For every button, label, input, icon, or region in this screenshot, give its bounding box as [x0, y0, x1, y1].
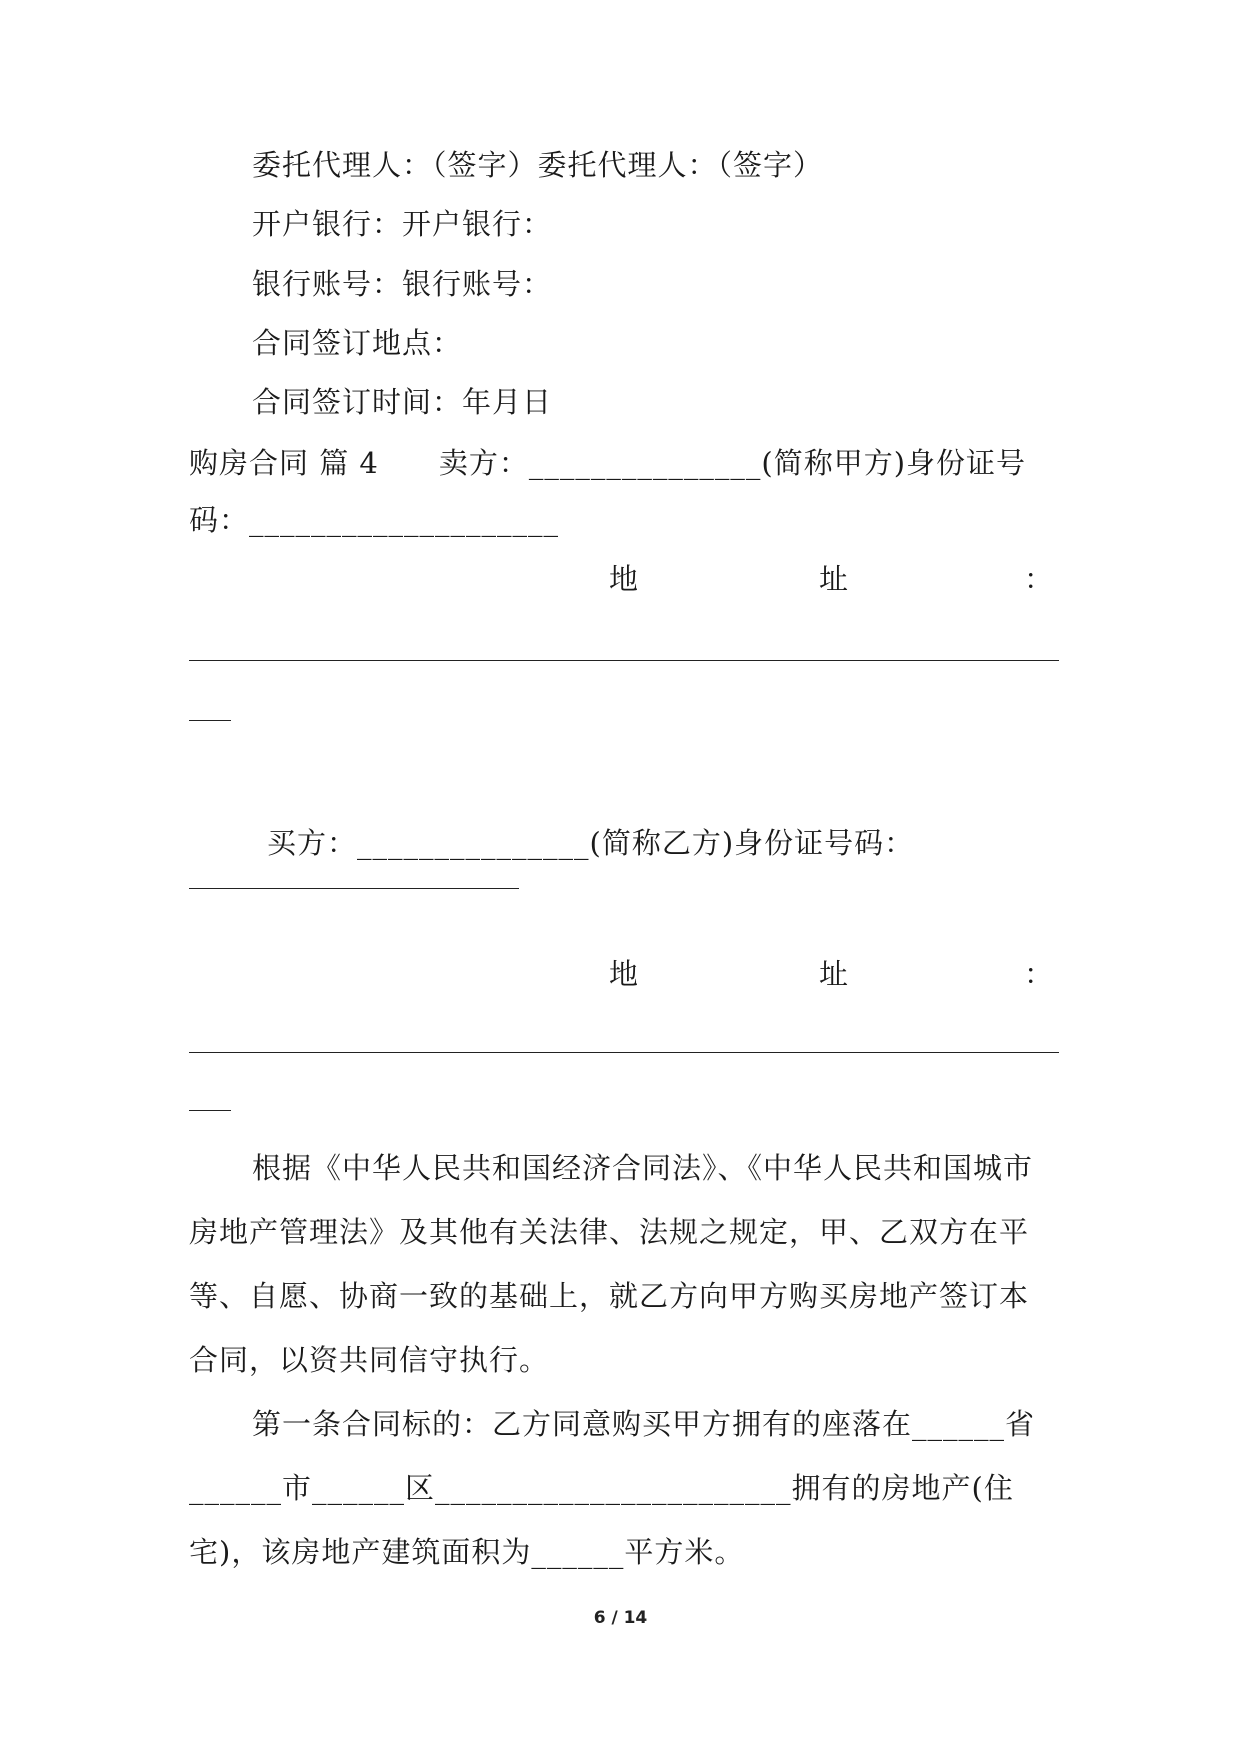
buyer-line-text: 买方：_______________(简称乙方)身份证号码：: [267, 826, 915, 860]
agent-signature-line: 委托代理人：（签字）委托代理人：（签字）: [252, 148, 824, 182]
bank-line: 开户银行：开户银行：: [252, 207, 553, 241]
basis-paragraph-line-2: 房地产管理法》及其他有关法律、法规之规定，甲、乙双方在平: [189, 1215, 1030, 1249]
buyer-address-colon: ：: [1024, 957, 1055, 991]
account-line: 银行账号：银行账号：: [252, 267, 553, 301]
basis-paragraph-line-4: 合同，以资共同信守执行。: [189, 1343, 550, 1377]
buyer-id-rule: [189, 888, 519, 889]
seller-address-label-2: 址: [819, 562, 850, 596]
buyer-line: [189, 823, 1059, 863]
buyer-address-rule: [189, 1052, 1059, 1053]
seller-line: 购房合同 篇 4 卖方：_______________(简称甲方)身份证号: [189, 446, 1027, 480]
article-one-line-3: 宅)，该房地产建筑面积为______平方米。: [189, 1535, 745, 1569]
seller-address-label-1: 地: [609, 562, 640, 596]
article-one-line-1: 第一条合同标的：乙方同意购买甲方拥有的座落在______省: [252, 1407, 1036, 1441]
buyer-address-label-1: 地: [609, 957, 640, 991]
buyer-address-label-2: 址: [819, 957, 850, 991]
seller-address-rule: [189, 660, 1059, 661]
seller-address-rule-tail: [189, 720, 231, 721]
page-number: 6 / 14: [593, 1608, 648, 1628]
signing-place-line: 合同签订地点：: [252, 326, 463, 360]
seller-id-line: 码：____________________: [189, 503, 560, 537]
signing-time-line: 合同签订时间：年月日: [252, 385, 553, 419]
basis-paragraph-line-1: 根据《中华人民共和国经济合同法》、《中华人民共和国城市: [252, 1151, 1034, 1185]
basis-paragraph-line-3: 等、自愿、协商一致的基础上，就乙方向甲方购买房地产签订本: [189, 1279, 1030, 1313]
article-one-line-2: ______市______区_______________________拥有的房地产(住: [189, 1471, 1014, 1505]
seller-address-colon: ：: [1024, 562, 1055, 596]
buyer-address-rule-tail: [189, 1110, 231, 1111]
